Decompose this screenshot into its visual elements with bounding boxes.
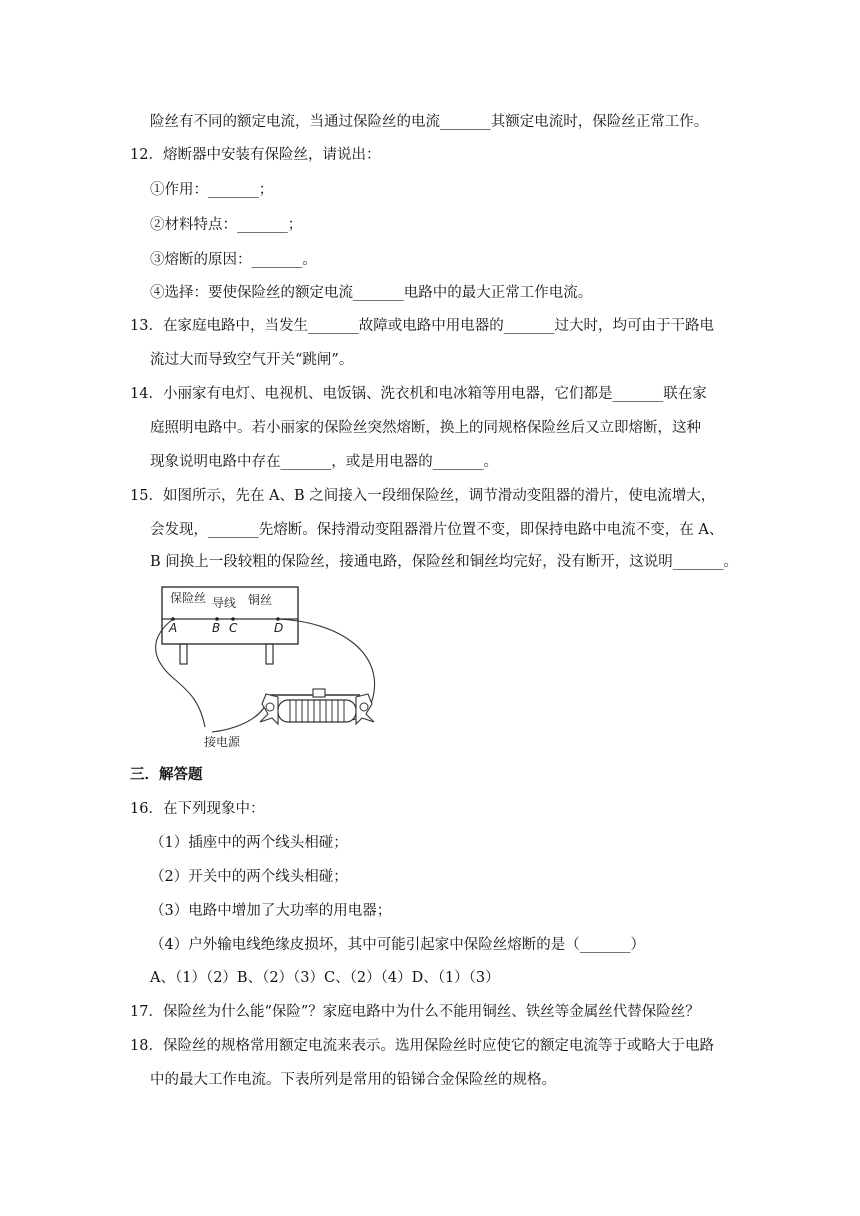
- point-d-label: D: [274, 621, 284, 635]
- text-line: ①作用：_______；: [150, 182, 274, 198]
- circuit-diagram: [150, 582, 390, 752]
- text-line: 现象说明电路中存在_______，或是用电器的_______。: [150, 454, 498, 470]
- point-b-label: B: [212, 621, 221, 635]
- fuse-label: 保险丝: [170, 591, 207, 605]
- text-line: ④选择：要使保险丝的额定电流_______电路中的最大正常工作电流。: [150, 285, 593, 301]
- text-line: （2）开关中的两个线头相碰；: [150, 869, 348, 885]
- wire-label: 导线: [212, 596, 237, 610]
- power-label: 接电源: [204, 735, 241, 749]
- text-line: 中的最大工作电流。下表所列是常用的铅锑合金保险丝的规格。: [150, 1072, 556, 1088]
- text-line: ③熔断的原因：_______。: [150, 252, 317, 268]
- text-line: B 间换上一段较粗的保险丝，接通电路，保险丝和铜丝均完好，没有断开，这说明_______。: [150, 554, 739, 570]
- point-c-label: C: [229, 621, 238, 635]
- question-16: 16．在下列现象中：: [130, 801, 265, 817]
- question-12: 12．熔断器中安装有保险丝，请说出：: [130, 147, 381, 163]
- text-line: 流过大而导致空气开关“跳闸”。: [150, 352, 354, 368]
- section-heading: 三．解答题: [130, 766, 203, 783]
- text-line: （3）电路中增加了大功率的用电器；: [150, 903, 392, 919]
- question-15: 15．如图所示，先在 A、B 之间接入一段细保险丝，调节滑动变阻器的滑片，使电流增大，: [130, 488, 716, 504]
- circuit-figure: [150, 582, 390, 752]
- text-line: 险丝有不同的额定电流，当通过保险丝的电流_______其额定电流时，保险丝正常工作。: [150, 114, 709, 130]
- text-line: （1）插座中的两个线头相碰；: [150, 835, 348, 851]
- question-18: 18．保险丝的规格常用额定电流来表示。选用保险丝时应使它的额定电流等于或略大于电路: [130, 1038, 714, 1054]
- text-line: （4）户外输电线绝缘皮损坏，其中可能引起家中保险丝熔断的是（_______）: [150, 937, 645, 953]
- copper-label: 铜丝: [248, 593, 273, 607]
- text-line: 庭照明电路中。若小丽家的保险丝突然熔断，换上的同规格保险丝后又立即熔断，这种: [150, 420, 701, 436]
- question-17: 17．保险丝为什么能“保险”？家庭电路中为什么不能用铜丝、铁丝等金属丝代替保险丝？: [130, 1004, 700, 1020]
- question-13: 13．在家庭电路中，当发生_______故障或电路中用电器的_______过大时，均可由于干路电: [130, 318, 714, 334]
- point-a-label: A: [169, 621, 178, 635]
- answer-options: A、（1）（2）B、（2）（3）C、（2）（4）D、（1）（3）: [150, 970, 500, 986]
- question-14: 14．小丽家有电灯、电视机、电饭锅、洗衣机和电冰箱等用电器，它们都是_______联在家: [130, 386, 707, 402]
- text-line: 会发现，_______先熔断。保持滑动变阻器滑片位置不变，即保持电路中电流不变，在 A、: [150, 522, 724, 538]
- text-line: ②材料特点：_______；: [150, 217, 303, 233]
